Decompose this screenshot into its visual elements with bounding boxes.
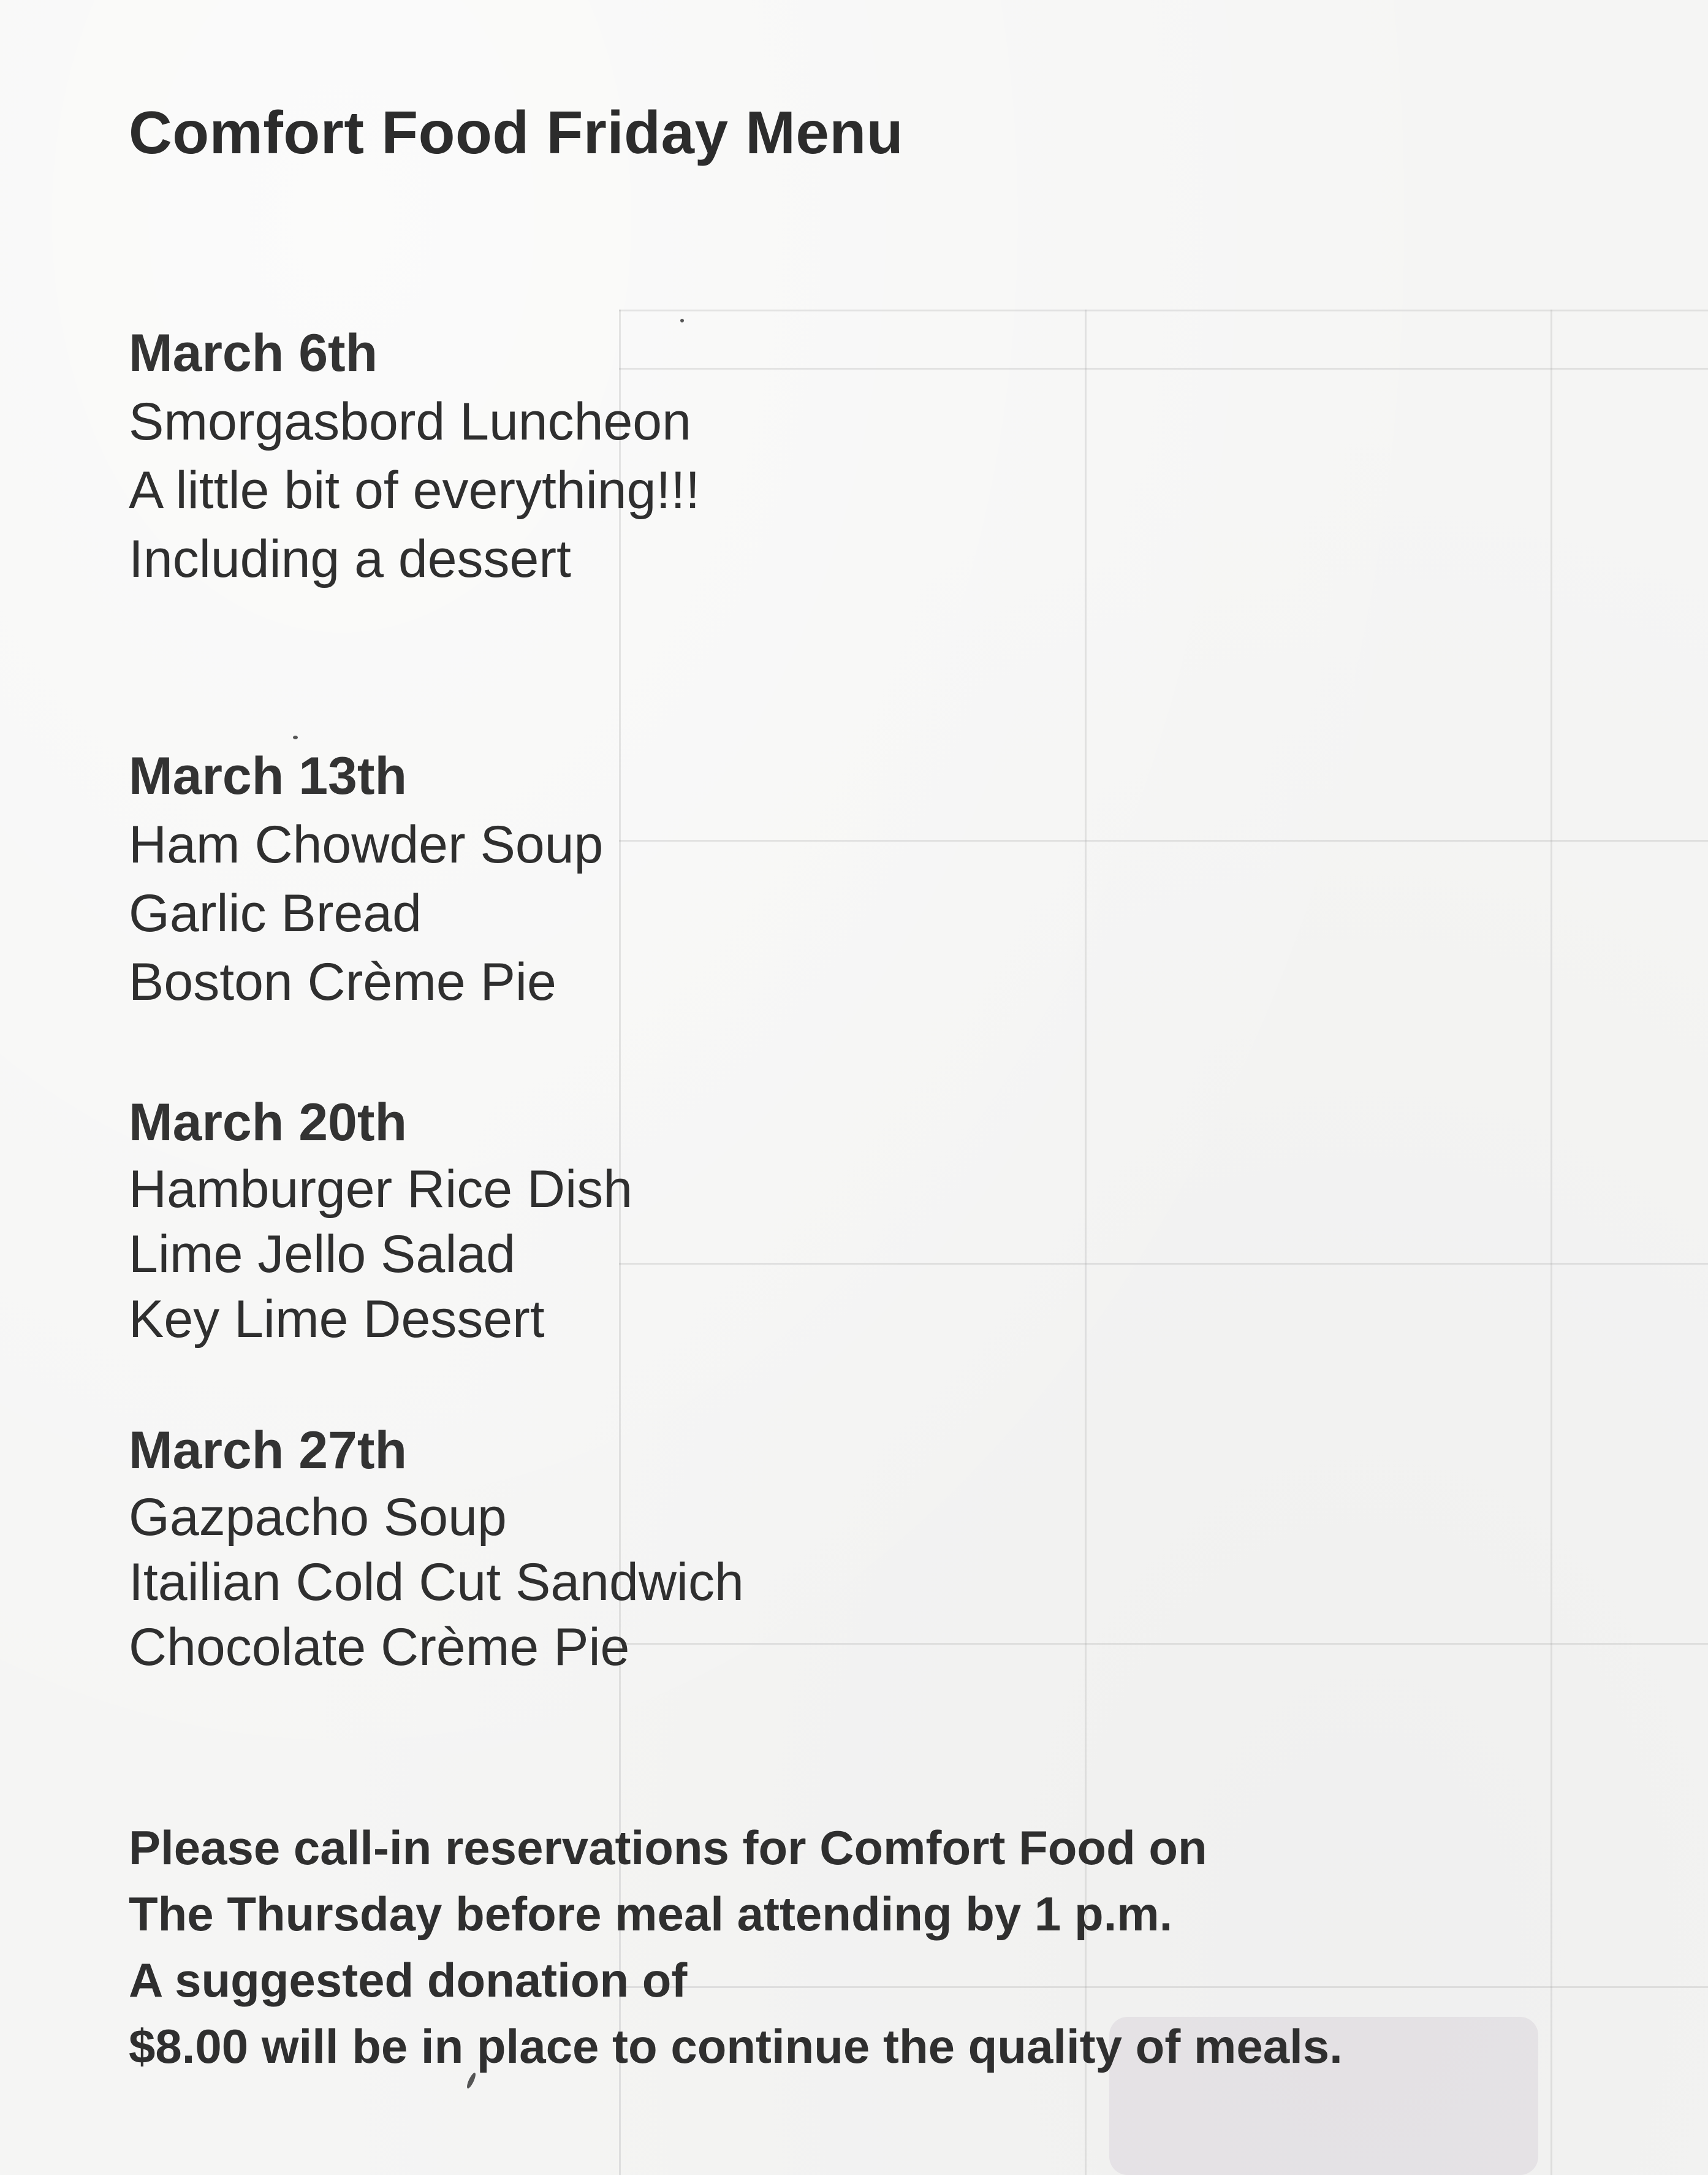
bleed-through-line [619, 840, 1708, 842]
menu-item: Garlic Bread [129, 884, 422, 943]
menu-date: March 6th [129, 324, 378, 383]
menu-item: Lime Jello Salad [129, 1225, 516, 1284]
bleed-through-line [619, 1263, 1708, 1265]
menu-date: March 20th [129, 1093, 408, 1152]
bleed-through-line [619, 310, 1708, 311]
menu-document [129, 98, 1600, 2073]
reservation-notice [129, 1815, 1343, 2079]
notice-line: A suggested donation of [129, 1953, 688, 2007]
scan-speck [293, 736, 298, 739]
bleed-through-line [619, 1643, 1708, 1645]
notice-line: The Thursday before meal attending by 1 p.m. [129, 1887, 1173, 1941]
scan-speck [680, 319, 684, 322]
notice-line: Please call-in reservations for Comfort Food on [129, 1821, 1207, 1875]
menu-item: Smorgasbord Luncheon [129, 392, 691, 451]
bleed-through-line [619, 368, 1708, 370]
menu-item: A little bit of everything!!! [129, 461, 700, 520]
menu-section-march-13 [129, 742, 603, 1016]
menu-date: March 27th [129, 1421, 408, 1480]
menu-item: Gazpacho Soup [129, 1488, 507, 1547]
menu-section-march-20 [129, 1088, 632, 1352]
menu-item: Ham Chowder Soup [129, 815, 604, 874]
notice-line: $8.00 will be in place to continue the quality of meals. [129, 2019, 1343, 2073]
menu-item: Key Lime Dessert [129, 1290, 545, 1349]
menu-item: Including a dessert [129, 530, 571, 589]
menu-item: Itailian Cold Cut Sandwich [129, 1553, 744, 1612]
menu-item: Chocolate Crème Pie [129, 1618, 630, 1677]
bleed-through-line [1550, 310, 1552, 2175]
menu-item: Boston Crème Pie [129, 953, 556, 1011]
menu-item: Hamburger Rice Dish [129, 1160, 633, 1219]
page-title: Comfort Food Friday Menu [129, 99, 904, 166]
menu-section-march-27 [129, 1416, 744, 1680]
menu-section-march-6 [129, 319, 700, 593]
menu-date: March 13th [129, 747, 408, 806]
